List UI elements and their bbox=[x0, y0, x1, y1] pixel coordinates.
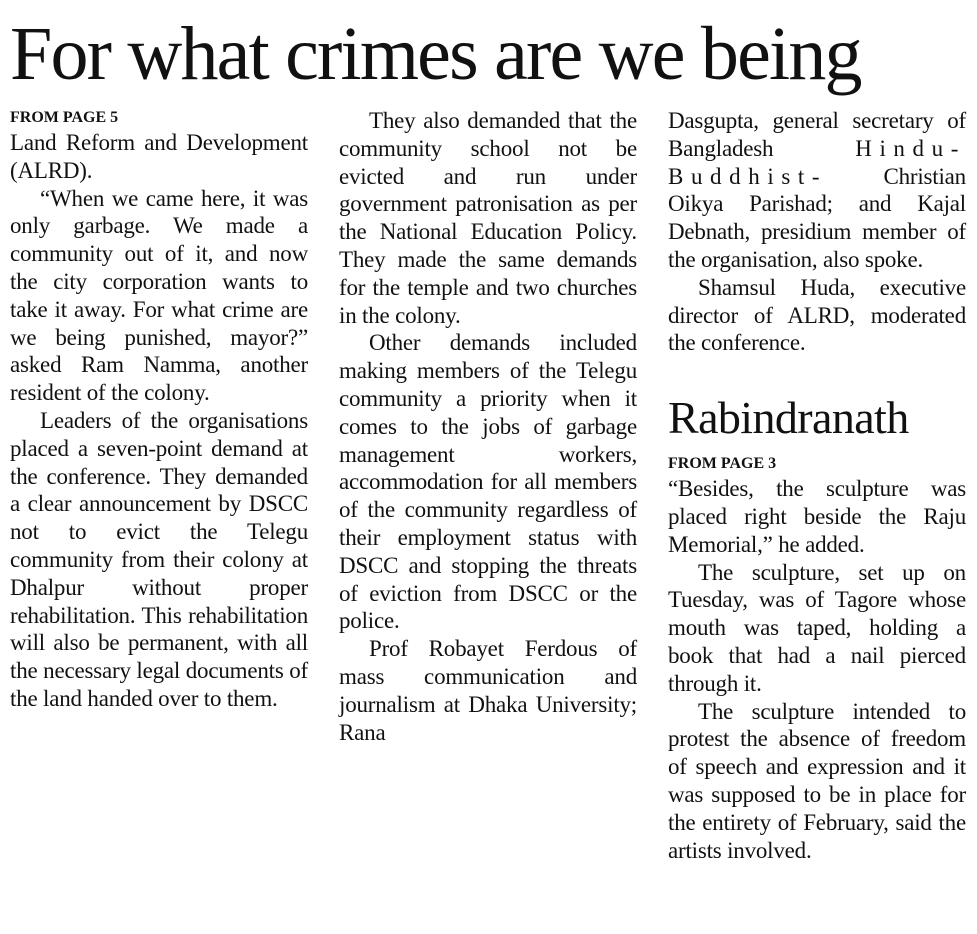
paragraph: Shamsul Huda, executive director of ALRD, moderated the conference. bbox=[668, 274, 966, 356]
paragraph: Land Reform and Development (ALRD). bbox=[10, 130, 308, 183]
paragraph bbox=[668, 107, 966, 274]
paragraph: They also demanded that the community school not be evicted and run under government patronisation as per the National Education Policy. They made the same demands for the temple and two churches in the colony. bbox=[339, 108, 637, 328]
paragraph-text: Dasgupta, general secretary of Bangladesh bbox=[668, 108, 966, 161]
second-article-headline: Rabindranath bbox=[668, 392, 909, 444]
paragraph: The sculpture intended to protest the absence of freedom of speech and expression and it was supposed to be in place for the entirety of February, said the artists involved. bbox=[668, 698, 966, 863]
paragraph: The sculpture, set up on Tuesday, was of Tagore whose mouth was taped, holding a book that had a nail pierced through it. bbox=[668, 559, 966, 696]
paragraph: Other demands included making members of the Telegu community a priority when it comes to the jobs of garbage management workers, accommodation for all members of the community regardless of their employment status with DSCC and stopping the threats of eviction from DSCC or the police. bbox=[339, 330, 637, 634]
paragraph: Leaders of the organisations placed a seven-point demand at the conference. They demanded a clear announcement by DSCC not to evict the Telegu community from their colony at Dhalpur without proper rehabilitation. This rehabilitation will also be permanent, with all the necessary legal documents of the land handed over to them. bbox=[10, 407, 308, 711]
text-column-1 bbox=[10, 107, 308, 713]
spaced-text: Hindu-Buddhist- bbox=[668, 135, 966, 189]
text-column-2 bbox=[339, 107, 637, 746]
paragraph: “When we came here, it was only garbage. We made a community out of it, and now the city corporation wants to take it away. For what crime are we being punished, mayor?” asked Ram Namma, another resident of the colony. bbox=[10, 185, 308, 406]
paragraph-text: Christian Oikya Parishad; and Kajal Debnath, presidium member of the organisation, also spoke. bbox=[668, 163, 966, 272]
article-headline: For what crimes are we being bbox=[10, 12, 861, 96]
second-article-kicker: FROM PAGE 3 bbox=[668, 455, 777, 473]
text-column-3 bbox=[668, 107, 966, 864]
paragraph: “Besides, the sculpture was placed right beside the Raju Memorial,” he added. bbox=[668, 476, 966, 557]
paragraph: Prof Robayet Ferdous of mass communication and journalism at Dhaka University; Rana bbox=[339, 636, 637, 745]
article-kicker: FROM PAGE 5 bbox=[10, 109, 119, 126]
